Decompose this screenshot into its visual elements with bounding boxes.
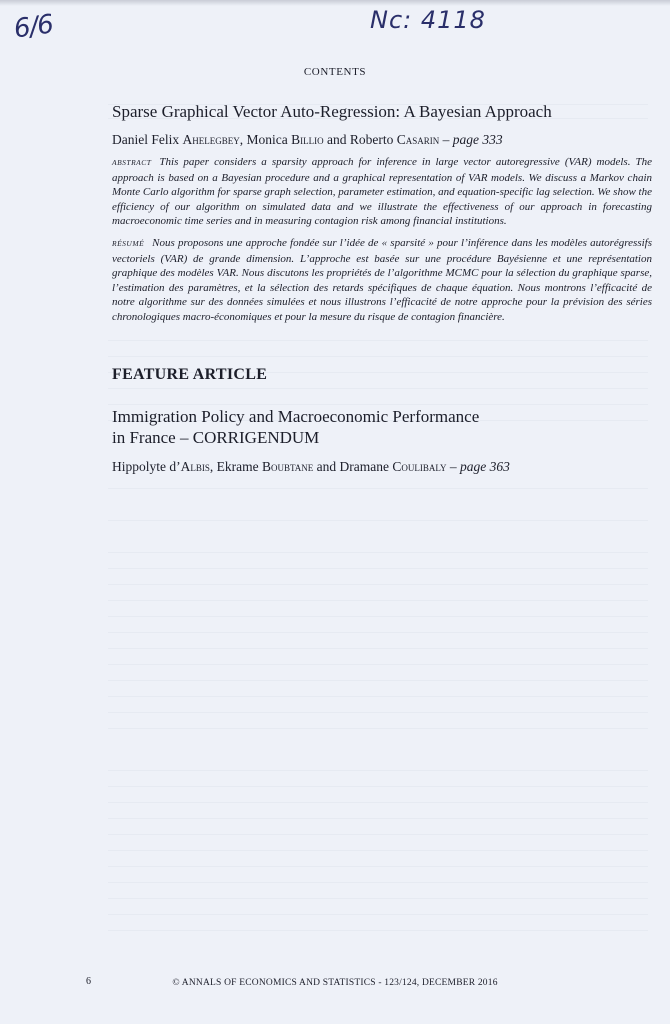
- article-1-header: [112, 101, 652, 149]
- article-1-authors: [112, 131, 652, 149]
- abstract-label: ABSTRACT: [112, 158, 152, 167]
- resume-label: RÉSUMÉ: [112, 239, 145, 248]
- author-separator: ,: [239, 132, 247, 147]
- handwritten-note-top: Nc: 4118: [370, 6, 486, 34]
- author-separator: and: [323, 132, 350, 147]
- article-2-authors: [112, 458, 652, 476]
- abstract-paragraph: [112, 155, 652, 229]
- author-surname: Boubtane: [262, 459, 314, 474]
- handwritten-note-left: 6/6: [12, 9, 55, 45]
- author-surname: Ahelegbey: [182, 132, 240, 147]
- author-name: Roberto: [349, 132, 397, 147]
- article-2-title-line-1: Immigration Policy and Macroeconomic Performance: [112, 407, 480, 426]
- page-reference: – page 363: [446, 459, 510, 474]
- author-surname: Albis: [180, 459, 210, 474]
- author-surname: Billio: [291, 132, 324, 147]
- page-reference: – page 333: [439, 132, 503, 147]
- abstract-text: This paper considers a sparsity approach for inference in large vector autoregressive (VAR) models. The approach is based on a Bayesian procedure and a graphical representation of VAR models. We discuss a Markov chain Monte Carlo algorithm for sparse graph selection, parameter estimation, and equation-specific lag selection. We show the efficiency of our algorithm on simulated data and we illustrate the effectiveness of our approach in forecasting macroeconomic time series and in measuring contagion risk among financial institutions.: [112, 156, 652, 228]
- contents-heading: CONTENTS: [303, 66, 367, 78]
- feature-article-heading: FEATURE ARTICLE: [112, 366, 268, 383]
- article-2-header: [112, 406, 652, 476]
- footer-text: © ANNALS OF ECONOMICS AND STATISTICS - 123/124, DECEMBER 2016: [172, 978, 498, 988]
- article-2-title-line-2: in France – CORRIGENDUM: [112, 428, 320, 447]
- author-surname: Casarin: [396, 132, 440, 147]
- author-name: Hippolyte d’: [112, 459, 181, 474]
- author-surname: Coulibaly: [392, 459, 447, 474]
- author-separator: and: [313, 459, 340, 474]
- resume-paragraph: [112, 236, 652, 325]
- footer-page-number: 6: [86, 976, 91, 987]
- author-name: Ekrame: [216, 459, 262, 474]
- author-separator: ,: [209, 459, 217, 474]
- author-name: Monica: [246, 132, 292, 147]
- article-2-title: [112, 406, 652, 448]
- resume-text: Nous proposons une approche fondée sur l’idée de « sparsité » pour l’inférence dans les modèles autorégressifs vectoriels (VAR) de grande dimension. L’approche est basée sur une procédure Bayésienne et une représentation graphique des modèles VAR. Nous discutons les propriétés de l’algorithme MCMC pour la sélection du graphique sparse, l’estimation des paramètres, et la sélection des retards spécifiques de chaque équation. Nous montrons l’efficacité de notre algorithme sur des données simulées et nous illustrons l’efficacité de notre approche pour la prévision des séries chronologiques macro-économiques et pour la mesure du risque de contagion financière.: [112, 237, 652, 323]
- author-name: Daniel Felix: [112, 132, 183, 147]
- article-1-title: Sparse Graphical Vector Auto-Regression: A Bayesian Approach: [112, 102, 552, 121]
- author-name: Dramane: [339, 459, 393, 474]
